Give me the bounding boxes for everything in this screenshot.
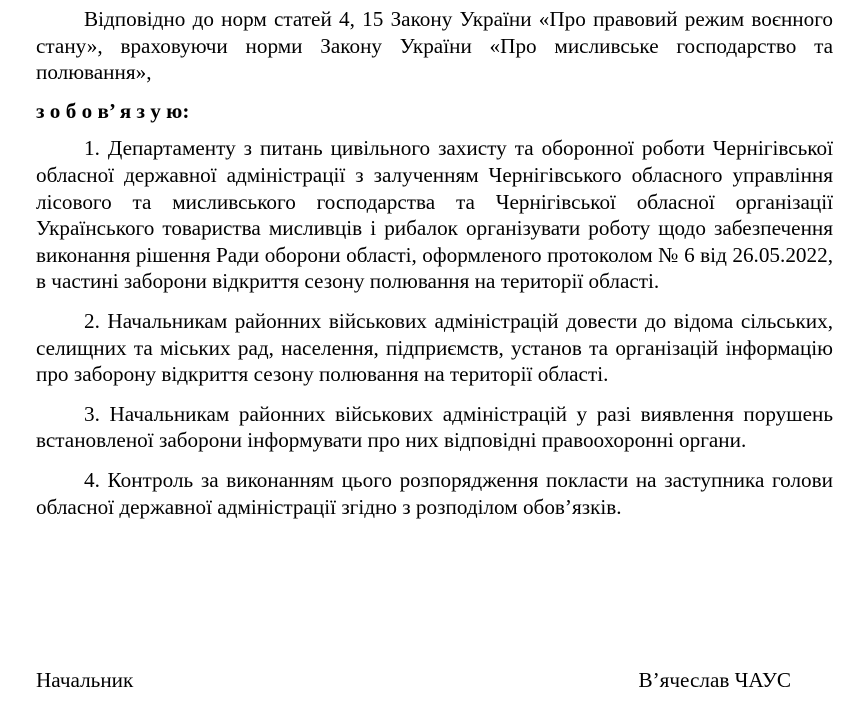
command-word: з о б о в’ я з у ю: xyxy=(36,98,190,123)
signature-block xyxy=(36,666,791,694)
signatory-title: Начальник xyxy=(36,668,134,692)
preamble-paragraph: Відповідно до норм статей 4, 15 Закону України «Про правовий режим воєнного стану», враховуючи норми Закону України «Про мисливське господарство та полювання», xyxy=(36,7,833,85)
item-1-paragraph: 1. Департаменту з питань цивільного захисту та оборонної роботи Чернігівської обласної державної адміністрації з залученням Чернігівського обласного управління лісового та мисливського господарства та Чернігівської обласної організації Українського товариства мисливців і рибалок організувати роботу щодо забезпечення виконання рішення Ради оборони області, оформленого протоколом № 6 від 26.05.2022, в частині заборони відкриття сезону полювання на території області. xyxy=(36,136,833,294)
item-3-paragraph: 3. Начальникам районних військових адміністрацій у разі виявлення порушень встановленої заборони інформувати про них відповідні правоохоронні органи. xyxy=(36,401,833,453)
document-body xyxy=(36,6,833,520)
item-2-paragraph: 2. Начальникам районних військових адміністрацій довести до відома сільських, селищних та міських рад, населення, підприємств, установ та організацій інформацію про заборону відкриття сезону полювання на території області. xyxy=(36,308,833,387)
item-4-paragraph: 4. Контроль за виконанням цього розпорядження покласти на заступника голови обласної державної адміністрації згідно з розподілом обов’язків. xyxy=(36,467,833,519)
signatory-name: В’ячеслав ЧАУС xyxy=(638,668,791,692)
